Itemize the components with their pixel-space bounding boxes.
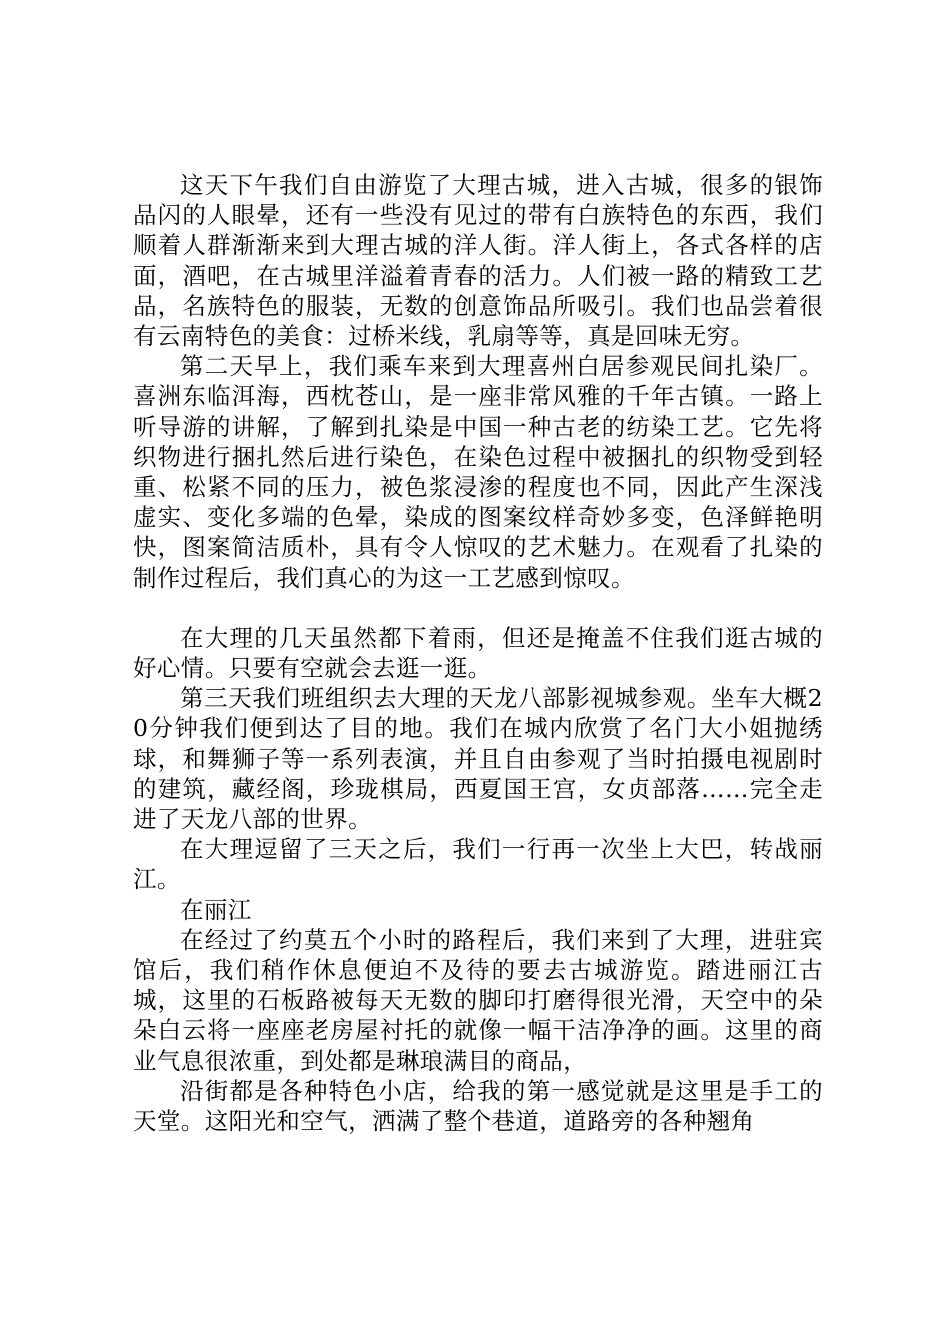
document-body bbox=[133, 170, 823, 1136]
paragraph-lijiang-shops: 沿街都是各种特色小店，给我的第一感觉就是这里是手工的天堂。这阳光和空气，洒满了整个巷道，道路旁的各种翘角 bbox=[133, 1076, 823, 1136]
paragraph-leave-dali: 在大理逗留了三天之后，我们一行再一次坐上大巴，转战丽江。 bbox=[133, 835, 823, 894]
paragraph-dali-old-town: 这天下午我们自由游览了大理古城，进入古城，很多的银饰品闪的人眼晕，还有一些没有见过的带有白族特色的东西，我们顺着人群渐渐来到大理古城的洋人街。洋人街上，各式各样的店面，酒吧，在古城里洋溢着青春的活力。人们被一路的精致工艺品，名族特色的服装，无数的创意饰品所吸引。我们也品尝着很有云南特色的美食：过桥米线，乳扇等等，真是回味无穷。 bbox=[133, 171, 823, 351]
paragraph-tianlong-babu: 第三天我们班组织去大理的天龙八部影视城参观。坐车大概20分钟我们便到达了目的地。我们在城内欣赏了名门大小姐抛绣球，和舞狮子等一系列表演，并且自由参观了当时拍摄电视剧时的建筑，藏经阁，珍珑棋局，西夏国王宫，女贞部落……完全走进了天龙八部的世界。 bbox=[133, 684, 823, 834]
section-heading-lijiang: 在丽江 bbox=[180, 895, 252, 924]
paragraph-lijiang-arrival: 在经过了约莫五个小时的路程后，我们来到了大理，进驻宾馆后，我们稍作休息便迫不及待的要去古城游览。踏进丽江古城，这里的石板路被每天无数的脚印打磨得很光滑，天空中的朵朵白云将一座座老房屋衬托的就像一幅干洁净净的画。这里的商业气息很浓重，到处都是琳琅满目的商品， bbox=[133, 925, 823, 1075]
paragraph-rain: 在大理的几天虽然都下着雨，但还是掩盖不住我们逛古城的好心情。只要有空就会去逛一逛。 bbox=[133, 623, 823, 683]
paragraph-tie-dye: 第二天早上，我们乘车来到大理喜州白居参观民间扎染厂。喜洲东临洱海，西枕苍山，是一座非常风雅的千年古镇。一路上听导游的讲解，了解到扎染是中国一种古老的纺染工艺。它先将织物进行捆扎然后进行染色，在染色过程中被捆扎的织物受到轻重、松紧不同的压力，被色浆浸渗的程度也不同，因此产生深浅虚实、变化多端的色晕，染成的图案纹样奇妙多变，色泽鲜艳明快，图案简洁质朴，具有令人惊叹的艺术魅力。在观看了扎染的制作过程后，我们真心的为这一工艺感到惊叹。 bbox=[133, 352, 823, 592]
